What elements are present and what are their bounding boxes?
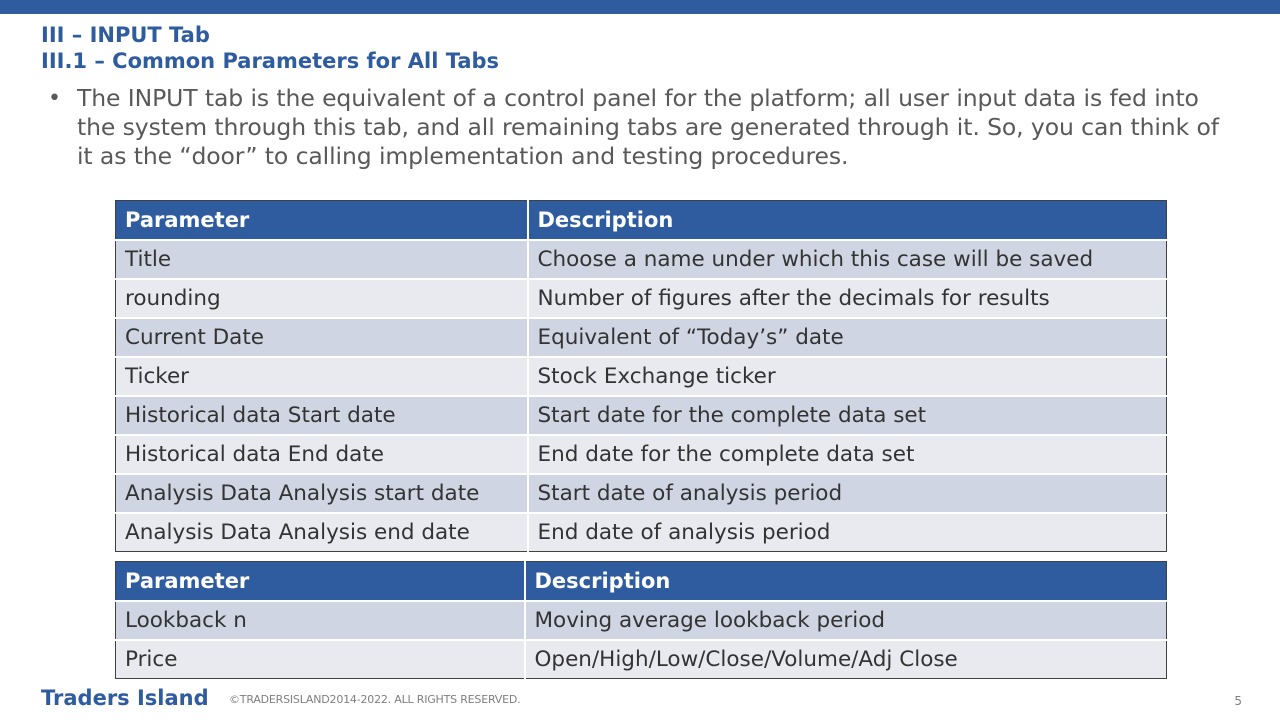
- parameter-cell: rounding: [116, 279, 528, 318]
- description-cell: Start date of analysis period: [528, 474, 1167, 513]
- parameter-cell: Title: [116, 240, 528, 279]
- bullet-dot: •: [48, 86, 61, 111]
- parameters-table-common: [115, 200, 1167, 552]
- description-cell: End date for the complete data set: [528, 435, 1167, 474]
- table-row: [116, 279, 1167, 318]
- description-cell: Choose a name under which this case will be saved: [528, 240, 1167, 279]
- parameter-cell: Analysis Data Analysis end date: [116, 513, 528, 552]
- parameter-cell: Historical data End date: [116, 435, 528, 474]
- slide-titles: [41, 22, 499, 74]
- header-parameter: Parameter: [116, 562, 525, 601]
- parameter-cell: Current Date: [116, 318, 528, 357]
- table-row: [116, 396, 1167, 435]
- table-row: [116, 240, 1167, 279]
- bullet-paragraph: [48, 84, 1238, 171]
- description-cell: Equivalent of “Today’s” date: [528, 318, 1167, 357]
- description-cell: Open/High/Low/Close/Volume/Adj Close: [525, 640, 1167, 679]
- table-row: [116, 474, 1167, 513]
- parameter-cell: Price: [116, 640, 525, 679]
- top-accent-bar: [0, 0, 1280, 14]
- table-row: [116, 640, 1167, 679]
- description-cell: End date of analysis period: [528, 513, 1167, 552]
- parameter-cell: Historical data Start date: [116, 396, 528, 435]
- slide-subtitle: III.1 – Common Parameters for All Tabs: [41, 49, 500, 73]
- description-cell: Moving average lookback period: [525, 601, 1167, 640]
- parameter-cell: Analysis Data Analysis start date: [116, 474, 528, 513]
- slide-title: III – INPUT Tab: [41, 23, 210, 47]
- parameter-cell: Lookback n: [116, 601, 525, 640]
- table-header-row: [116, 201, 1167, 240]
- page-number: 5: [1234, 694, 1242, 708]
- footer-brand-logo: Traders Island: [41, 686, 209, 710]
- parameter-cell: Ticker: [116, 357, 528, 396]
- description-cell: Number of figures after the decimals for results: [528, 279, 1167, 318]
- table-row: [116, 601, 1167, 640]
- table-row: [116, 435, 1167, 474]
- header-description: Description: [528, 201, 1167, 240]
- table-row: [116, 357, 1167, 396]
- footer-copyright: ©TRADERSISLAND2014-2022. ALL RIGHTS RESERVED.: [229, 693, 521, 706]
- bullet-text: The INPUT tab is the equivalent of a control panel for the platform; all user input data is fed into the system through this tab, and all remaining tabs are generated through it. So, you can think of it as the “door” to calling implementation and testing procedures.: [77, 84, 1219, 170]
- header-description: Description: [525, 562, 1167, 601]
- description-cell: Stock Exchange ticker: [528, 357, 1167, 396]
- table-header-row: [116, 562, 1167, 601]
- parameters-table-moving-average: [115, 561, 1167, 679]
- table-row: [116, 513, 1167, 552]
- table-row: [116, 318, 1167, 357]
- header-parameter: Parameter: [116, 201, 528, 240]
- description-cell: Start date for the complete data set: [528, 396, 1167, 435]
